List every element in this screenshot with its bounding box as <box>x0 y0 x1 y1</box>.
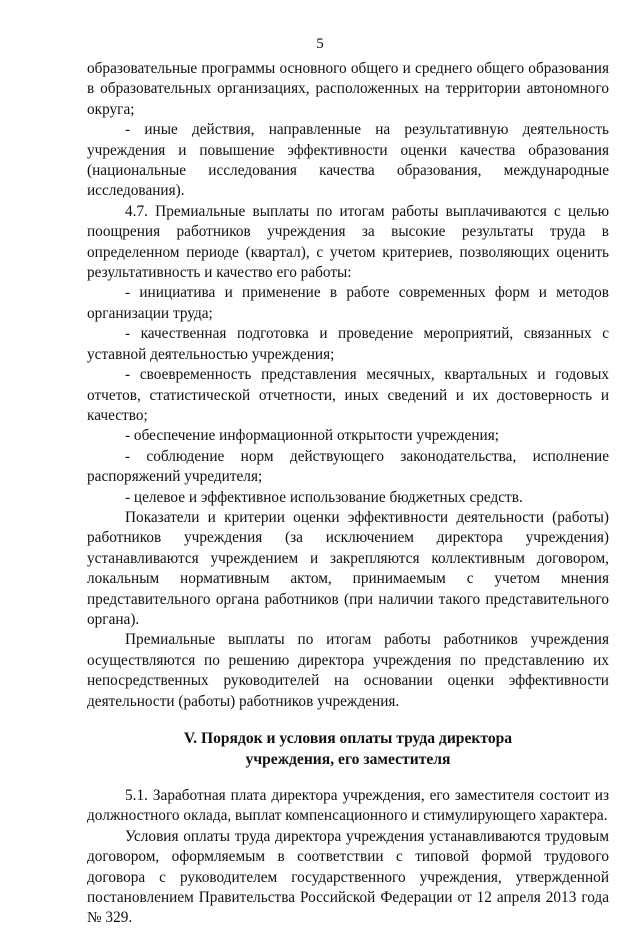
section-heading <box>87 728 609 770</box>
list-item-budget: - целевое и эффективное использование бюджетных средств. <box>125 488 523 506</box>
page-number: 5 <box>316 36 324 52</box>
paragraph-criteria: Показатели и критерии оценки эффективности деятельности (работы) работников учреждения (за исключением директора учреждения) устанавливаются учреждением и закрепляются коллективным договором, локальным нормативным актом, принимаемым с учетом мнения представительного органа работников (при наличии такого представительного органа). <box>87 508 609 628</box>
paragraph-premium-payments: Премиальные выплаты по итогам работы работников учреждения осуществляются по решению директора учреждения по представлению их непосредственных руководителей на основании оценки эффективности деятельности (работы) работников учреждения. <box>87 631 609 710</box>
paragraph-4-7: 4.7. Премиальные выплаты по итогам работы выплачиваются с целью поощрения работников учреждения за высокие результаты труда в определенном периоде (квартал), с учетом критериев, позволяющих оценить результативность и качество его работы: <box>87 202 609 282</box>
list-item-other-actions: - иные действия, направленные на результативную деятельность учреждения и повышение эффективности оценки качества образования (национальные исследования качества образования, международные исследования). <box>87 121 609 200</box>
paragraph-5-1: 5.1. Заработная плата директора учреждения, его заместителя состоит из должностного оклада, выплат компенсационного и стимулирующего характера. <box>87 787 609 825</box>
list-item-compliance: - соблюдение норм действующего законодательства, исполнение распоряжений учредителя; <box>87 447 609 486</box>
paragraph-continuation: образовательные программы основного общего и среднего общего образования в образовательных организациях, расположенных на территории автономного округа; <box>87 60 609 118</box>
list-item-initiative: - инициатива и применение в работе современных форм и методов организации труда; <box>87 284 609 322</box>
section-heading-line-1: V. Порядок и условия оплаты труда директора <box>183 730 513 747</box>
document-body <box>87 59 609 929</box>
section-heading-line-2: учреждения, его заместителя <box>245 751 451 768</box>
list-item-reports: - своевременность представления месячных, квартальных и годовых отчетов, статистической отчетности, иных сведений и их достоверность и качество; <box>87 366 609 424</box>
paragraph-director-terms: Условия оплаты труда директора учреждения устанавливаются трудовым договором, оформляемым в соответствии с типовой формой трудового договора с руководителем государственного учреждения, утвержденной постановлением Правительства Российской Федерации от 12 апреля 2013 года № 329. <box>87 827 609 927</box>
list-item-openness: - обеспечение информационной открытости учреждения; <box>125 427 500 445</box>
list-item-events: - качественная подготовка и проведение мероприятий, связанных с уставной деятельностью учреждения; <box>87 325 609 363</box>
